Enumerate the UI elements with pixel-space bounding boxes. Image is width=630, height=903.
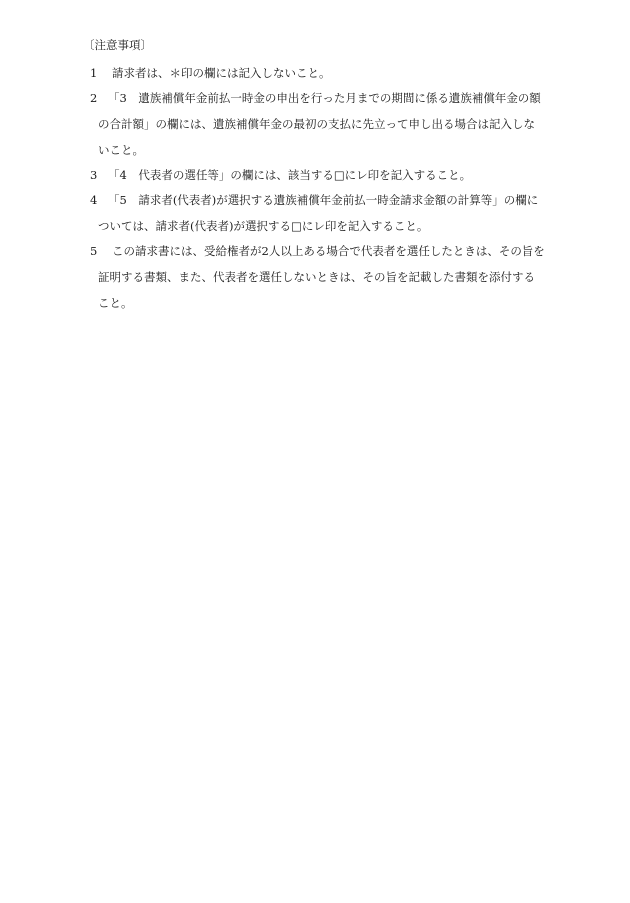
- note-text: [83, 65, 553, 81]
- note-line: こと。: [98, 296, 133, 310]
- note-text: [83, 243, 553, 311]
- note-line: の合計額」の欄には、遺族補償年金の最初の支払に先立って申し出る場合は記入しな: [98, 117, 535, 131]
- note-line: 証明する書類、また、代表者を選任しないときは、その旨を記載した書類を添付する: [98, 270, 535, 284]
- note-text: [83, 90, 553, 158]
- note-text: [83, 192, 553, 234]
- note-number: 3: [90, 168, 98, 182]
- note-line: 「5 請求者(代表者)が選択する遺族補償年金前払一時金請求金額の計算等」の欄に: [108, 193, 539, 207]
- note-number: 5: [90, 244, 98, 258]
- note-line: 請求者は、＊印の欄には記入しないこと。: [112, 66, 331, 80]
- note-line: いこと。: [98, 143, 144, 157]
- notes-section: [83, 37, 553, 320]
- note-number: 2: [90, 91, 98, 105]
- note-line: ついては、請求者(代表者)が選択する□にレ印を記入すること。: [98, 219, 429, 233]
- notes-heading: 〔注意事項〕: [83, 38, 152, 52]
- note-item-1: [83, 65, 553, 81]
- note-item-2: [83, 90, 553, 158]
- note-number: 1: [90, 66, 98, 80]
- note-item-4: [83, 192, 553, 234]
- note-item-3: [83, 167, 553, 183]
- note-number: 4: [90, 193, 98, 207]
- note-line: 「3 遺族補償年金前払一時金の申出を行った月までの期間に係る遺族補償年金の額: [108, 91, 541, 105]
- note-line: この請求書には、受給権者が2人以上ある場合で代表者を選任したときは、その旨を: [112, 244, 545, 258]
- note-item-5: [83, 243, 553, 311]
- note-line: 「4 代表者の選任等」の欄には、該当する□にレ印を記入すること。: [108, 168, 472, 182]
- note-text: [83, 167, 553, 183]
